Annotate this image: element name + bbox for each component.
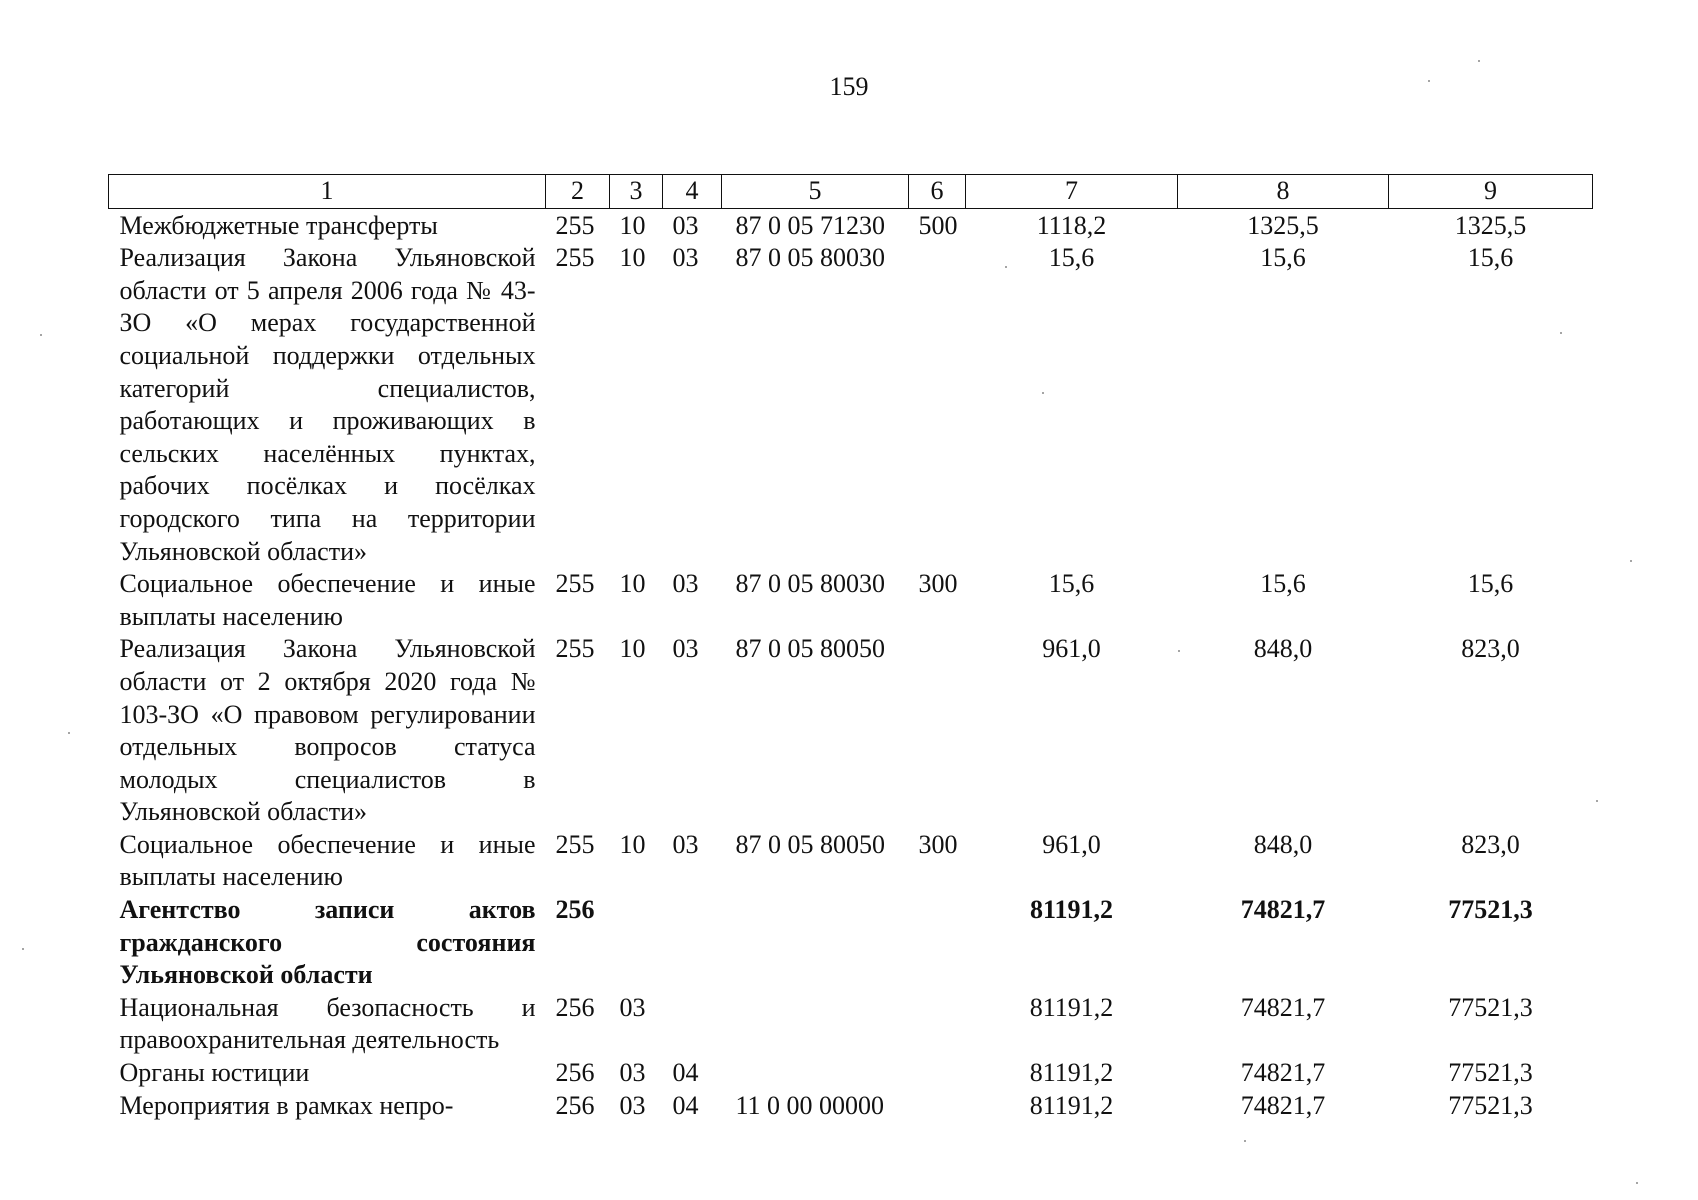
scan-speck — [1428, 80, 1430, 82]
expense-type-cell — [909, 894, 966, 992]
amount-col7-cell: 81191,2 — [1029, 992, 1114, 1022]
table-row — [109, 242, 1593, 568]
subsection-code-cell — [663, 894, 722, 992]
target-article-cell: 87 0 05 80030 — [735, 569, 885, 599]
amount-col7-cell: 15,6 — [1048, 569, 1095, 599]
subsection-code-cell: 03 — [672, 243, 699, 273]
subsection-code-cell: 04 — [672, 1090, 699, 1120]
ministry-code-cell: 256 — [555, 1058, 595, 1088]
ministry-code-cell: 255 — [555, 634, 595, 664]
amount-col9-cell: 77521,3 — [1448, 895, 1533, 925]
amount-col8-cell: 848,0 — [1253, 634, 1313, 664]
name-cell: Межбюджетные трансферты — [119, 210, 438, 240]
amount-col9-cell: 15,6 — [1467, 569, 1514, 599]
table-row — [109, 1090, 1593, 1123]
amount-col7-cell: 961,0 — [1042, 829, 1101, 859]
amount-col9-cell: 77521,3 — [1448, 992, 1533, 1022]
table-row — [109, 633, 1593, 829]
section-code-cell: 10 — [619, 243, 646, 273]
ministry-code-cell: 255 — [555, 210, 595, 240]
scan-speck — [1042, 392, 1044, 394]
name-cell: Национальная безопасность и правоохранительная деятельность — [119, 992, 536, 1055]
name-cell: Органы юстиции — [119, 1058, 310, 1088]
header-col-3: 3 — [610, 175, 663, 209]
ministry-code-cell: 256 — [555, 992, 595, 1022]
target-article-cell: 87 0 05 80050 — [735, 634, 885, 664]
ministry-code-cell: 255 — [555, 243, 595, 273]
name-cell: Социальное обеспечение и иные выплаты населению — [119, 569, 536, 631]
section-code-cell: 10 — [619, 569, 646, 599]
amount-col7-cell: 15,6 — [1048, 243, 1095, 273]
table-row — [109, 568, 1593, 633]
name-cell: Реализация Закона Ульяновской области от 5 апреля 2006 года № 43-ЗО «О мерах государственной социальной поддержки отдельных категорий специалистов, работающих и проживающих в сельских населённых пунктах, рабочих посёлках и посёлках городского типа на территории Ульяновской области» — [119, 243, 536, 566]
scan-speck — [68, 732, 70, 734]
name-cell: Реализация Закона Ульяновской области от 2 октября 2020 года № 103-ЗО «О правовом регулировании отдельных вопросов статуса молодых специалистов в Ульяновской области» — [119, 634, 536, 827]
amount-col9-cell: 1325,5 — [1454, 210, 1527, 240]
section-code-cell: 03 — [619, 1090, 646, 1120]
amount-col8-cell: 1325,5 — [1247, 210, 1319, 240]
section-code-cell: 10 — [619, 634, 646, 664]
table-row — [109, 208, 1593, 242]
header-row — [109, 175, 1593, 209]
header-col-7: 7 — [966, 175, 1178, 209]
amount-col7-cell: 81191,2 — [1029, 1058, 1114, 1088]
table-body — [109, 208, 1593, 1122]
header-col-2: 2 — [546, 175, 610, 209]
amount-col9-cell: 77521,3 — [1448, 1058, 1533, 1088]
section-code-cell: 03 — [619, 1058, 646, 1088]
target-article-cell: 11 0 00 00000 — [735, 1090, 885, 1120]
section-code-cell: 10 — [619, 210, 646, 240]
header-col-6: 6 — [909, 175, 966, 209]
budget-table — [108, 174, 1593, 1122]
amount-col8-cell: 15,6 — [1260, 243, 1306, 273]
subsection-code-cell — [663, 992, 722, 1057]
expense-type-cell — [909, 1090, 966, 1123]
target-article-cell: 87 0 05 80050 — [735, 829, 885, 859]
header-col-1: 1 — [109, 175, 546, 209]
expense-type-cell — [909, 242, 966, 568]
table-row — [109, 1057, 1593, 1090]
target-article-cell — [722, 992, 909, 1057]
scan-speck — [1244, 1140, 1246, 1142]
header-col-4: 4 — [663, 175, 722, 209]
expense-type-cell: 500 — [918, 210, 958, 240]
subsection-code-cell: 03 — [672, 569, 699, 599]
subsection-code-cell: 03 — [672, 210, 699, 240]
amount-col8-cell: 15,6 — [1260, 569, 1306, 599]
table-row — [109, 992, 1593, 1057]
ministry-code-cell: 256 — [555, 895, 595, 925]
subsection-code-cell: 03 — [672, 829, 699, 859]
section-code-cell: 10 — [619, 829, 646, 859]
name-cell: Мероприятия в рамках непро- — [119, 1090, 454, 1120]
scan-speck — [1560, 332, 1562, 334]
page-number: 159 — [829, 72, 869, 101]
amount-col8-cell: 74821,7 — [1240, 1058, 1326, 1088]
section-code-cell: 03 — [619, 992, 646, 1022]
ministry-code-cell: 255 — [555, 829, 595, 859]
subsection-code-cell: 03 — [672, 634, 699, 664]
table-header — [109, 175, 1593, 209]
scan-speck — [22, 948, 24, 950]
table-row — [109, 894, 1593, 992]
expense-type-cell — [909, 992, 966, 1057]
scan-speck — [1636, 1182, 1638, 1184]
amount-col9-cell: 823,0 — [1461, 829, 1520, 859]
name-cell: Агентство записи актов гражданского состояния Ульяновской области — [119, 895, 536, 990]
scan-speck — [1178, 650, 1180, 652]
amount-col8-cell: 74821,7 — [1240, 895, 1326, 925]
scan-speck — [1596, 800, 1598, 802]
amount-col7-cell: 1118,2 — [1036, 210, 1107, 240]
header-col-9: 9 — [1389, 175, 1593, 209]
scan-speck — [1478, 60, 1480, 62]
subsection-code-cell: 04 — [672, 1058, 699, 1088]
target-article-cell: 87 0 05 71230 — [735, 210, 885, 240]
amount-col8-cell: 848,0 — [1253, 829, 1313, 859]
amount-col9-cell: 77521,3 — [1448, 1090, 1533, 1120]
target-article-cell — [722, 894, 909, 992]
section-code-cell — [610, 894, 663, 992]
amount-col7-cell: 961,0 — [1042, 634, 1101, 664]
expense-type-cell — [909, 1057, 966, 1090]
amount-col9-cell: 823,0 — [1461, 634, 1520, 664]
header-col-8: 8 — [1178, 175, 1389, 209]
amount-col7-cell: 81191,2 — [1029, 1090, 1114, 1120]
target-article-cell: 87 0 05 80030 — [735, 243, 885, 273]
table-row — [109, 829, 1593, 894]
scan-speck — [1630, 560, 1632, 562]
expense-type-cell — [909, 633, 966, 829]
amount-col9-cell: 15,6 — [1467, 243, 1514, 273]
amount-col8-cell: 74821,7 — [1240, 992, 1326, 1022]
amount-col7-cell: 81191,2 — [1029, 895, 1114, 925]
ministry-code-cell: 255 — [555, 569, 595, 599]
name-cell: Социальное обеспечение и иные выплаты населению — [119, 829, 536, 892]
header-col-5: 5 — [722, 175, 909, 209]
expense-type-cell: 300 — [918, 569, 958, 599]
scan-speck — [40, 334, 42, 336]
amount-col8-cell: 74821,7 — [1240, 1090, 1326, 1120]
target-article-cell — [722, 1057, 909, 1090]
ministry-code-cell: 256 — [555, 1090, 595, 1120]
expense-type-cell: 300 — [918, 829, 958, 859]
scan-speck — [1005, 266, 1007, 268]
